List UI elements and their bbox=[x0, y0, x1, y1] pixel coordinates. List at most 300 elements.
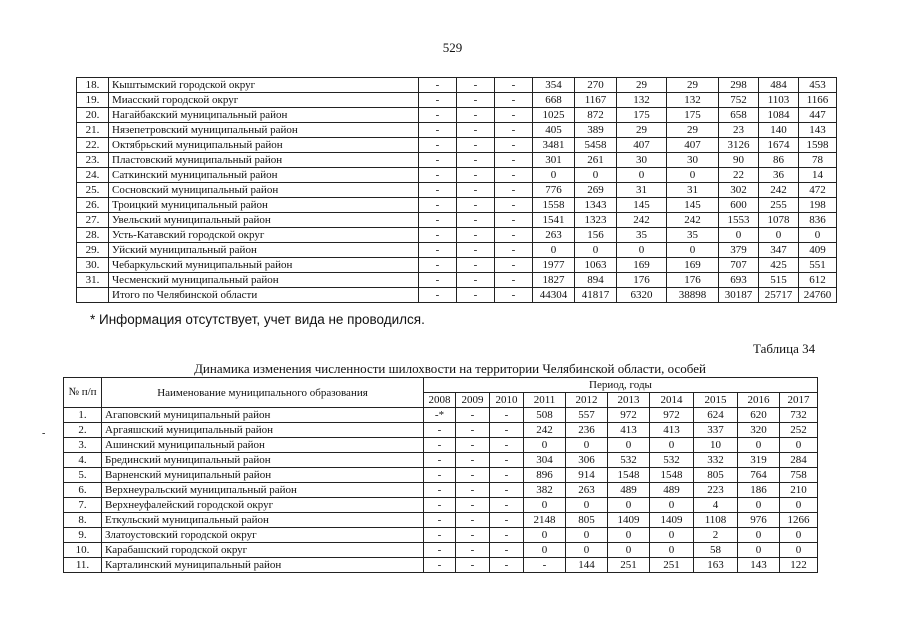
value-cell: 484 bbox=[759, 78, 799, 93]
value-cell: - bbox=[490, 558, 524, 573]
value-cell: - bbox=[424, 513, 456, 528]
table-row bbox=[64, 483, 818, 498]
row-number: 8. bbox=[64, 513, 102, 528]
table-row bbox=[77, 288, 837, 303]
value-cell: 0 bbox=[738, 543, 780, 558]
value-cell: - bbox=[424, 468, 456, 483]
year-header: 2016 bbox=[738, 393, 780, 408]
value-cell: 3126 bbox=[719, 138, 759, 153]
value-cell: - bbox=[456, 483, 490, 498]
value-cell: 263 bbox=[533, 228, 575, 243]
row-number: 30. bbox=[77, 258, 109, 273]
value-cell: 0 bbox=[650, 543, 694, 558]
value-cell: - bbox=[457, 108, 495, 123]
table-label: Таблица 34 bbox=[753, 341, 816, 356]
table-title: Динамика изменения численности шилохвости на территории Челябинской области, особей bbox=[194, 361, 706, 376]
value-cell: - bbox=[456, 543, 490, 558]
header-num: № п/п bbox=[64, 378, 102, 408]
row-number: 31. bbox=[77, 273, 109, 288]
value-cell: 90 bbox=[719, 153, 759, 168]
municipality-name: Варненский муниципальный район bbox=[102, 468, 424, 483]
value-cell: 1558 bbox=[533, 198, 575, 213]
municipality-name: Миасский городской округ bbox=[109, 93, 419, 108]
value-cell: 532 bbox=[650, 453, 694, 468]
value-cell: 29 bbox=[617, 78, 667, 93]
municipality-name: Чесменский муниципальный район bbox=[109, 273, 419, 288]
value-cell: 453 bbox=[799, 78, 837, 93]
value-cell: 298 bbox=[719, 78, 759, 93]
value-cell: - bbox=[490, 468, 524, 483]
value-cell: - bbox=[456, 498, 490, 513]
value-cell: - bbox=[495, 228, 533, 243]
value-cell: - bbox=[490, 423, 524, 438]
value-cell: 132 bbox=[617, 93, 667, 108]
value-cell: 894 bbox=[575, 273, 617, 288]
year-header: 2009 bbox=[456, 393, 490, 408]
municipality-name: Верхнеуфалейский городской округ bbox=[102, 498, 424, 513]
value-cell: 1548 bbox=[650, 468, 694, 483]
value-cell: 489 bbox=[608, 483, 650, 498]
value-cell: 35 bbox=[667, 228, 719, 243]
row-number: 21. bbox=[77, 123, 109, 138]
value-cell: 176 bbox=[617, 273, 667, 288]
table-row bbox=[77, 93, 837, 108]
value-cell: - bbox=[456, 558, 490, 573]
value-cell: 472 bbox=[799, 183, 837, 198]
value-cell: - bbox=[495, 78, 533, 93]
value-cell: 1827 bbox=[533, 273, 575, 288]
value-cell: 612 bbox=[799, 273, 837, 288]
value-cell: 1343 bbox=[575, 198, 617, 213]
value-cell: - bbox=[424, 543, 456, 558]
value-cell: 1548 bbox=[608, 468, 650, 483]
value-cell: 2 bbox=[694, 528, 738, 543]
value-cell: - bbox=[457, 258, 495, 273]
value-cell: - bbox=[456, 468, 490, 483]
page-number: 529 bbox=[442, 40, 463, 55]
value-cell: 0 bbox=[738, 498, 780, 513]
year-header: 2008 bbox=[424, 393, 456, 408]
value-cell: - bbox=[495, 258, 533, 273]
value-cell: - bbox=[495, 243, 533, 258]
value-cell: - bbox=[456, 453, 490, 468]
year-header: 2015 bbox=[694, 393, 738, 408]
value-cell: - bbox=[495, 123, 533, 138]
value-cell: 805 bbox=[694, 468, 738, 483]
value-cell: - bbox=[490, 513, 524, 528]
value-cell: 269 bbox=[575, 183, 617, 198]
value-cell: 38898 bbox=[667, 288, 719, 303]
value-cell: 1674 bbox=[759, 138, 799, 153]
table-body bbox=[64, 408, 818, 573]
value-cell: 198 bbox=[799, 198, 837, 213]
value-cell: - bbox=[457, 153, 495, 168]
header-period: Период, годы bbox=[424, 378, 818, 393]
value-cell: 0 bbox=[524, 528, 566, 543]
value-cell: 389 bbox=[575, 123, 617, 138]
row-number: 25. bbox=[77, 183, 109, 198]
value-cell: 35 bbox=[617, 228, 667, 243]
row-number: 7. bbox=[64, 498, 102, 513]
value-cell: 693 bbox=[719, 273, 759, 288]
value-cell: 489 bbox=[650, 483, 694, 498]
value-cell: - bbox=[419, 243, 457, 258]
value-cell: 0 bbox=[524, 438, 566, 453]
row-number: 23. bbox=[77, 153, 109, 168]
value-cell: 270 bbox=[575, 78, 617, 93]
value-cell: 805 bbox=[566, 513, 608, 528]
value-cell: 914 bbox=[566, 468, 608, 483]
row-number: 22. bbox=[77, 138, 109, 153]
table-row bbox=[77, 243, 837, 258]
municipality-name: Верхнеуральский муниципальный район bbox=[102, 483, 424, 498]
value-cell: 0 bbox=[650, 438, 694, 453]
value-cell: 1977 bbox=[533, 258, 575, 273]
value-cell: 0 bbox=[608, 498, 650, 513]
value-cell: - bbox=[490, 453, 524, 468]
value-cell: 319 bbox=[738, 453, 780, 468]
value-cell: 1409 bbox=[608, 513, 650, 528]
value-cell: 624 bbox=[694, 408, 738, 423]
value-cell: 24760 bbox=[799, 288, 837, 303]
value-cell: 86 bbox=[759, 153, 799, 168]
value-cell: 0 bbox=[759, 228, 799, 243]
value-cell: 896 bbox=[524, 468, 566, 483]
value-cell: 44304 bbox=[533, 288, 575, 303]
table-row bbox=[64, 543, 818, 558]
value-cell: 972 bbox=[650, 408, 694, 423]
value-cell: 140 bbox=[759, 123, 799, 138]
municipality-name: Итого по Челябинской области bbox=[109, 288, 419, 303]
footnote: * Информация отсутствует, учет вида не проводился. bbox=[90, 312, 425, 327]
value-cell: - bbox=[457, 168, 495, 183]
year-header: 2017 bbox=[780, 393, 818, 408]
value-cell: 30 bbox=[617, 153, 667, 168]
table-row bbox=[77, 138, 837, 153]
value-cell: 0 bbox=[650, 498, 694, 513]
value-cell: - bbox=[457, 198, 495, 213]
value-cell: 425 bbox=[759, 258, 799, 273]
value-cell: 255 bbox=[759, 198, 799, 213]
value-cell: - bbox=[490, 528, 524, 543]
row-number: 11. bbox=[64, 558, 102, 573]
value-cell: 25717 bbox=[759, 288, 799, 303]
value-cell: 0 bbox=[650, 528, 694, 543]
value-cell: 972 bbox=[608, 408, 650, 423]
value-cell: 31 bbox=[617, 183, 667, 198]
value-cell: 306 bbox=[566, 453, 608, 468]
value-cell: 0 bbox=[617, 168, 667, 183]
value-cell: 304 bbox=[524, 453, 566, 468]
value-cell: - bbox=[456, 528, 490, 543]
value-cell: 1078 bbox=[759, 213, 799, 228]
value-cell: 515 bbox=[759, 273, 799, 288]
value-cell: 2148 bbox=[524, 513, 566, 528]
value-cell: - bbox=[419, 183, 457, 198]
row-number: 1. bbox=[64, 408, 102, 423]
year-header: 2012 bbox=[566, 393, 608, 408]
value-cell: 31 bbox=[667, 183, 719, 198]
table-row bbox=[64, 408, 818, 423]
shilokhvost-table bbox=[63, 377, 818, 573]
year-header: 2010 bbox=[490, 393, 524, 408]
row-number: 18. bbox=[77, 78, 109, 93]
table-row bbox=[77, 273, 837, 288]
value-cell: 29 bbox=[667, 78, 719, 93]
value-cell: 6320 bbox=[617, 288, 667, 303]
value-cell: 169 bbox=[617, 258, 667, 273]
value-cell: - bbox=[495, 93, 533, 108]
value-cell: - bbox=[457, 288, 495, 303]
value-cell: - bbox=[495, 198, 533, 213]
value-cell: 0 bbox=[799, 228, 837, 243]
value-cell: 551 bbox=[799, 258, 837, 273]
row-number: 27. bbox=[77, 213, 109, 228]
value-cell: - bbox=[495, 153, 533, 168]
value-cell: - bbox=[457, 243, 495, 258]
row-number: 24. bbox=[77, 168, 109, 183]
value-cell: 508 bbox=[524, 408, 566, 423]
value-cell: 3481 bbox=[533, 138, 575, 153]
value-cell: 776 bbox=[533, 183, 575, 198]
value-cell: - bbox=[419, 153, 457, 168]
value-cell: - bbox=[419, 123, 457, 138]
municipality-name: Троицкий муниципальный район bbox=[109, 198, 419, 213]
municipality-name: Нагайбакский муниципальный район bbox=[109, 108, 419, 123]
value-cell: - bbox=[457, 138, 495, 153]
value-cell: 10 bbox=[694, 438, 738, 453]
value-cell: - bbox=[495, 138, 533, 153]
value-cell: 752 bbox=[719, 93, 759, 108]
value-cell: 163 bbox=[694, 558, 738, 573]
value-cell: - bbox=[457, 123, 495, 138]
value-cell: 407 bbox=[617, 138, 667, 153]
value-cell: 332 bbox=[694, 453, 738, 468]
value-cell: 0 bbox=[617, 243, 667, 258]
municipality-name: Чебаркульский муниципальный район bbox=[109, 258, 419, 273]
municipality-name: Ашинский муниципальный район bbox=[102, 438, 424, 453]
value-cell: 0 bbox=[667, 168, 719, 183]
value-cell: 223 bbox=[694, 483, 738, 498]
value-cell: 132 bbox=[667, 93, 719, 108]
value-cell: 175 bbox=[617, 108, 667, 123]
municipality-name: Брединский муниципальный район bbox=[102, 453, 424, 468]
table-row bbox=[77, 108, 837, 123]
value-cell: - bbox=[424, 423, 456, 438]
municipality-name: Уйский муниципальный район bbox=[109, 243, 419, 258]
value-cell: - bbox=[490, 438, 524, 453]
value-cell: 836 bbox=[799, 213, 837, 228]
municipality-name: Карталинский муниципальный район bbox=[102, 558, 424, 573]
value-cell: 0 bbox=[533, 168, 575, 183]
value-cell: - bbox=[495, 288, 533, 303]
value-cell: 1103 bbox=[759, 93, 799, 108]
value-cell: - bbox=[424, 438, 456, 453]
value-cell: - bbox=[457, 183, 495, 198]
municipality-name: Еткульский муниципальный район bbox=[102, 513, 424, 528]
value-cell: 620 bbox=[738, 408, 780, 423]
row-number: 9. bbox=[64, 528, 102, 543]
municipality-name: Аргаяшский муниципальный район bbox=[102, 423, 424, 438]
value-cell: 407 bbox=[667, 138, 719, 153]
value-cell: - bbox=[419, 93, 457, 108]
municipality-name: Усть-Катавский городской округ bbox=[109, 228, 419, 243]
row-number: 2. bbox=[64, 423, 102, 438]
table-row bbox=[64, 438, 818, 453]
value-cell: 0 bbox=[608, 528, 650, 543]
year-header: 2013 bbox=[608, 393, 650, 408]
value-cell: - bbox=[456, 438, 490, 453]
value-cell: - bbox=[419, 228, 457, 243]
row-number: 10. bbox=[64, 543, 102, 558]
header-row bbox=[64, 378, 818, 393]
value-cell: 0 bbox=[738, 438, 780, 453]
value-cell: 242 bbox=[759, 183, 799, 198]
table-row bbox=[77, 153, 837, 168]
value-cell: 1409 bbox=[650, 513, 694, 528]
value-cell: 413 bbox=[650, 423, 694, 438]
table-body bbox=[77, 78, 837, 303]
value-cell: - bbox=[419, 198, 457, 213]
table-row bbox=[64, 468, 818, 483]
value-cell: 145 bbox=[617, 198, 667, 213]
value-cell: 0 bbox=[575, 243, 617, 258]
table-row bbox=[77, 78, 837, 93]
row-number: 19. bbox=[77, 93, 109, 108]
municipality-name: Златоустовский городской округ bbox=[102, 528, 424, 543]
row-number: 6. bbox=[64, 483, 102, 498]
value-cell: 263 bbox=[566, 483, 608, 498]
value-cell: 29 bbox=[617, 123, 667, 138]
table-row bbox=[64, 513, 818, 528]
table-row bbox=[77, 258, 837, 273]
row-number: 3. bbox=[64, 438, 102, 453]
value-cell: 707 bbox=[719, 258, 759, 273]
value-cell: 532 bbox=[608, 453, 650, 468]
value-cell: - bbox=[419, 108, 457, 123]
value-cell: 0 bbox=[566, 498, 608, 513]
value-cell: - bbox=[495, 183, 533, 198]
value-cell: - bbox=[456, 513, 490, 528]
value-cell: -* bbox=[424, 408, 456, 423]
value-cell: - bbox=[456, 408, 490, 423]
row-number: 5. bbox=[64, 468, 102, 483]
value-cell: - bbox=[424, 483, 456, 498]
value-cell: 210 bbox=[780, 483, 818, 498]
value-cell: - bbox=[424, 528, 456, 543]
value-cell: 143 bbox=[799, 123, 837, 138]
value-cell: 413 bbox=[608, 423, 650, 438]
municipality-name: Увельский муниципальный район bbox=[109, 213, 419, 228]
value-cell: 405 bbox=[533, 123, 575, 138]
row-number: 29. bbox=[77, 243, 109, 258]
value-cell: 236 bbox=[566, 423, 608, 438]
municipality-name: Кыштымский городской округ bbox=[109, 78, 419, 93]
municipality-name: Нязепетровский муниципальный район bbox=[109, 123, 419, 138]
value-cell: 1166 bbox=[799, 93, 837, 108]
value-cell: 242 bbox=[617, 213, 667, 228]
value-cell: 0 bbox=[566, 543, 608, 558]
value-cell: 144 bbox=[566, 558, 608, 573]
value-cell: 0 bbox=[780, 543, 818, 558]
value-cell: 169 bbox=[667, 258, 719, 273]
value-cell: - bbox=[495, 108, 533, 123]
value-cell: 1541 bbox=[533, 213, 575, 228]
value-cell: - bbox=[419, 213, 457, 228]
row-number: 26. bbox=[77, 198, 109, 213]
value-cell: 320 bbox=[738, 423, 780, 438]
value-cell: 1167 bbox=[575, 93, 617, 108]
value-cell: 600 bbox=[719, 198, 759, 213]
value-cell: - bbox=[495, 213, 533, 228]
value-cell: 261 bbox=[575, 153, 617, 168]
value-cell: 447 bbox=[799, 108, 837, 123]
value-cell: - bbox=[456, 423, 490, 438]
value-cell: 0 bbox=[667, 243, 719, 258]
value-cell: - bbox=[419, 138, 457, 153]
value-cell: 337 bbox=[694, 423, 738, 438]
value-cell: 0 bbox=[719, 228, 759, 243]
value-cell: 764 bbox=[738, 468, 780, 483]
value-cell: 284 bbox=[780, 453, 818, 468]
value-cell: - bbox=[490, 498, 524, 513]
value-cell: - bbox=[457, 273, 495, 288]
value-cell: 0 bbox=[524, 498, 566, 513]
value-cell: 976 bbox=[738, 513, 780, 528]
table-row bbox=[77, 213, 837, 228]
value-cell: - bbox=[524, 558, 566, 573]
value-cell: 5458 bbox=[575, 138, 617, 153]
table-row bbox=[77, 198, 837, 213]
value-cell: - bbox=[424, 453, 456, 468]
value-cell: 30 bbox=[667, 153, 719, 168]
table-row bbox=[64, 423, 818, 438]
value-cell: - bbox=[457, 228, 495, 243]
value-cell: 1108 bbox=[694, 513, 738, 528]
municipality-name: Карабашский городской округ bbox=[102, 543, 424, 558]
value-cell: - bbox=[457, 93, 495, 108]
value-cell: 0 bbox=[524, 543, 566, 558]
table-row bbox=[64, 528, 818, 543]
value-cell: 41817 bbox=[575, 288, 617, 303]
value-cell: 302 bbox=[719, 183, 759, 198]
value-cell: - bbox=[495, 273, 533, 288]
table-row bbox=[77, 168, 837, 183]
value-cell: 668 bbox=[533, 93, 575, 108]
municipality-name: Сосновский муниципальный район bbox=[109, 183, 419, 198]
value-cell: 175 bbox=[667, 108, 719, 123]
value-cell: 872 bbox=[575, 108, 617, 123]
value-cell: 732 bbox=[780, 408, 818, 423]
municipality-name: Саткинский муниципальный район bbox=[109, 168, 419, 183]
table-row bbox=[64, 453, 818, 468]
value-cell: 156 bbox=[575, 228, 617, 243]
value-cell: - bbox=[419, 168, 457, 183]
row-number: 20. bbox=[77, 108, 109, 123]
value-cell: 379 bbox=[719, 243, 759, 258]
value-cell: 242 bbox=[524, 423, 566, 438]
value-cell: 252 bbox=[780, 423, 818, 438]
value-cell: 0 bbox=[575, 168, 617, 183]
header-name: Наименование муниципального образования bbox=[102, 378, 424, 408]
value-cell: 4 bbox=[694, 498, 738, 513]
value-cell: 658 bbox=[719, 108, 759, 123]
value-cell: 0 bbox=[608, 438, 650, 453]
value-cell: 242 bbox=[667, 213, 719, 228]
value-cell: 0 bbox=[533, 243, 575, 258]
year-header: 2011 bbox=[524, 393, 566, 408]
value-cell: 0 bbox=[780, 528, 818, 543]
